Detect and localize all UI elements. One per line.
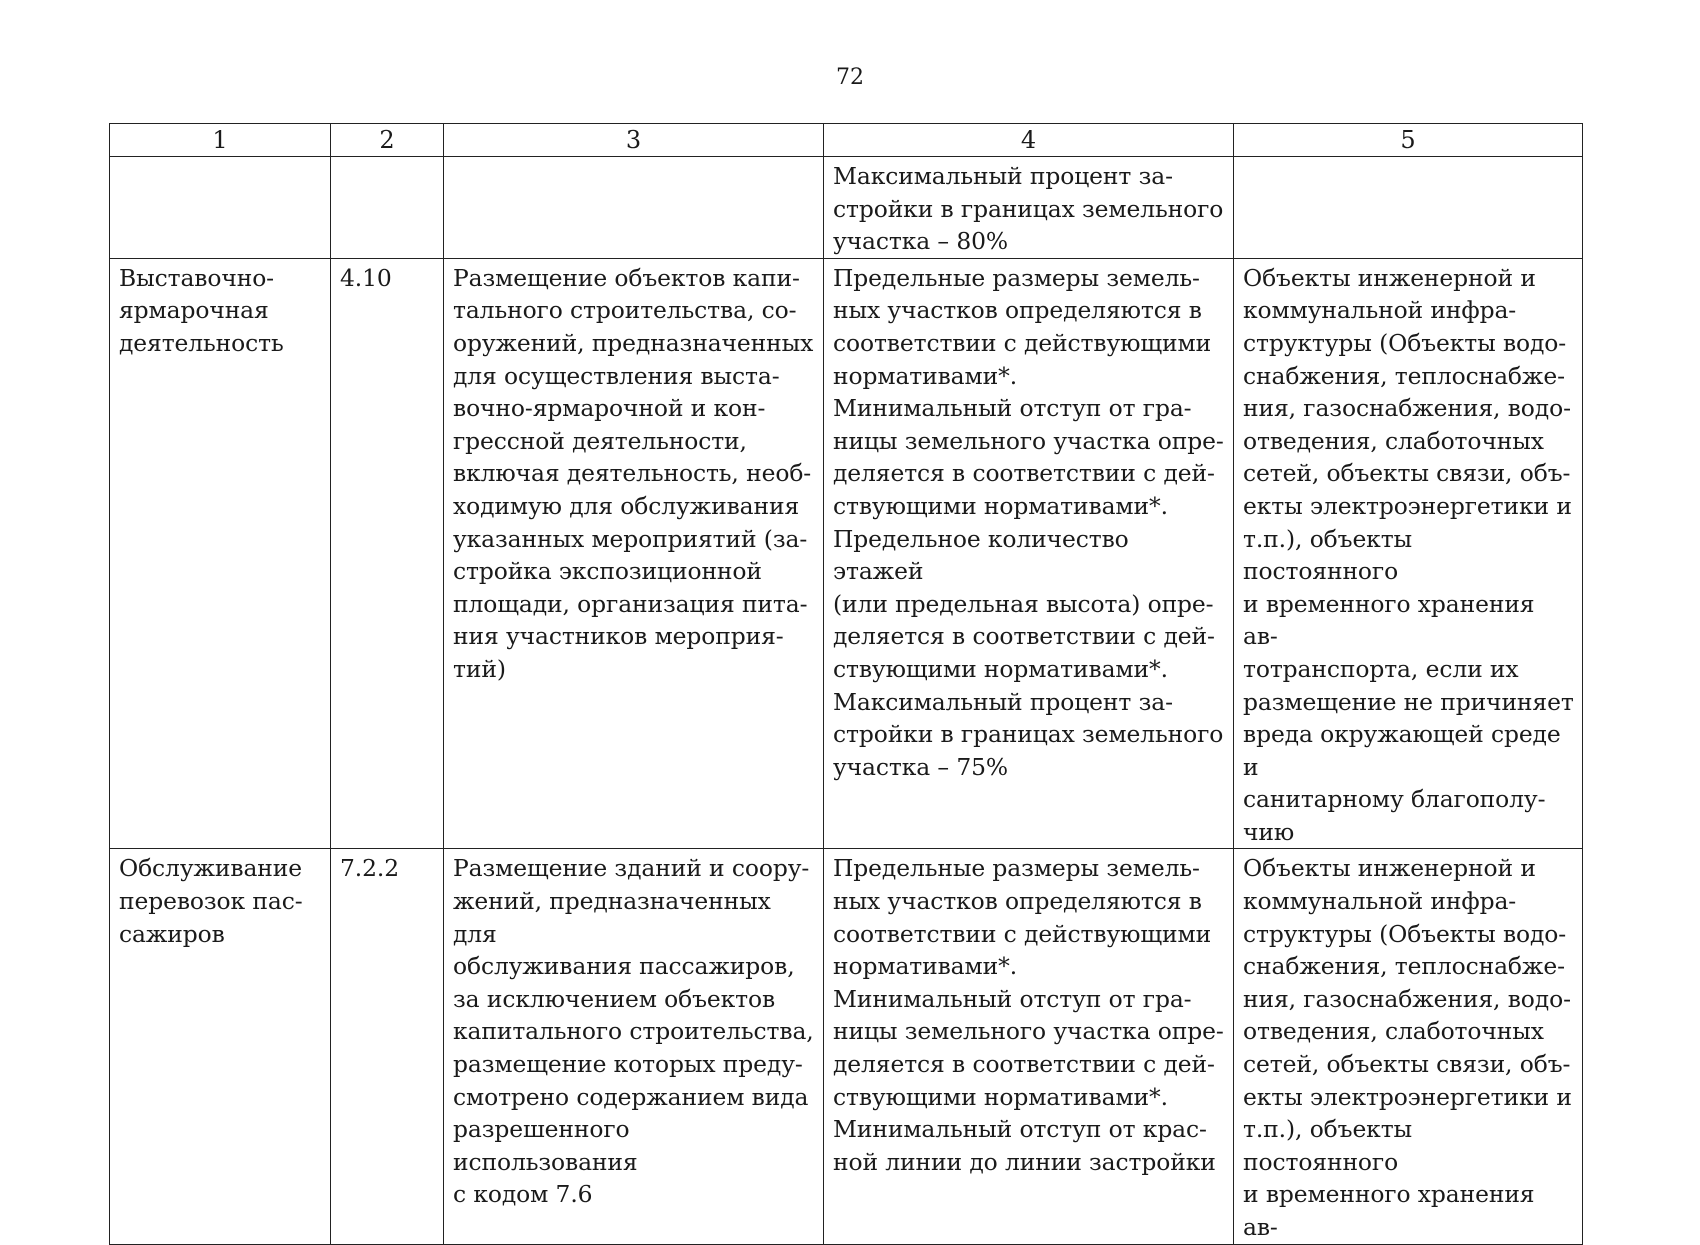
use-description-cell: Размещение объектов капи- тального строительства, со- оружений, предназначенных для осуществления выста- вочно-ярмарочной и кон- грессной деятельности, включая деятельность, необ- ходимую для обслуживания указанных мероприятий (за- стройка экспозиционной площади, организация пита- ния участников мероприя- тий) (444, 258, 824, 849)
table-row (110, 258, 1583, 849)
use-description-cell: Размещение зданий и соору- жений, предназначенных для обслуживания пассажиров, за исключением объектов капитального строительства, размещение которых преду- смотрено содержанием вида разрешенного использования с кодом 7.6 (444, 849, 824, 1244)
column-header: 5 (1234, 124, 1583, 157)
use-description-cell (444, 157, 824, 259)
use-code-cell (331, 157, 444, 259)
auxiliary-uses-cell: Объекты инженерной и коммунальной инфра- структуры (Объекты водо- снабжения, теплоснабже- ния, газоснабжения, водо- отведения, слаботочных сетей, объекты связи, объ- екты электроэнергетики и т.п.), объекты постоянного и временного хранения ав- (1234, 849, 1583, 1244)
column-header: 1 (110, 124, 331, 157)
page-number: 72 (836, 65, 864, 90)
column-header: 4 (824, 124, 1234, 157)
parameters-cell: Максимальный процент за- стройки в границах земельного участка – 80% (824, 157, 1234, 259)
column-header: 2 (331, 124, 444, 157)
use-code-cell: 4.10 (331, 258, 444, 849)
use-type-cell: Выставочно- ярмарочная деятельность (110, 258, 331, 849)
land-use-table (109, 123, 1583, 1245)
parameters-cell: Предельные размеры земель- ных участков определяются в соответствии с действующими нормативами*. Минимальный отступ от гра- ницы земельного участка опре- деляется в соответствии с дей- ствующими нормативами*. Предельное количество этажей (или предельная высота) опре- деляется в соответствии с дей- ствующими нормативами*. Максимальный процент за- стройки в границах земельного участка – 75% (824, 258, 1234, 849)
parameters-cell: Предельные размеры земель- ных участков определяются в соответствии с действующими нормативами*. Минимальный отступ от гра- ницы земельного участка опре- деляется в соответствии с дей- ствующими нормативами*. Минимальный отступ от крас- ной линии до линии застройки (824, 849, 1234, 1244)
auxiliary-uses-cell (1234, 157, 1583, 259)
use-type-cell: Обслуживание перевозок пас- сажиров (110, 849, 331, 1244)
table-row (110, 849, 1583, 1244)
table-header-row (110, 124, 1583, 157)
column-header: 3 (444, 124, 824, 157)
use-type-cell (110, 157, 331, 259)
auxiliary-uses-cell: Объекты инженерной и коммунальной инфра- структуры (Объекты водо- снабжения, теплоснабже- ния, газоснабжения, водо- отведения, слаботочных сетей, объекты связи, объ- екты электроэнергетики и т.п.), объекты постоянного и временного хранения ав- тотранспорта, если их размещение не причиняет вреда окружающей среде и санитарному благополу- чию (1234, 258, 1583, 849)
table-row (110, 157, 1583, 259)
use-code-cell: 7.2.2 (331, 849, 444, 1244)
